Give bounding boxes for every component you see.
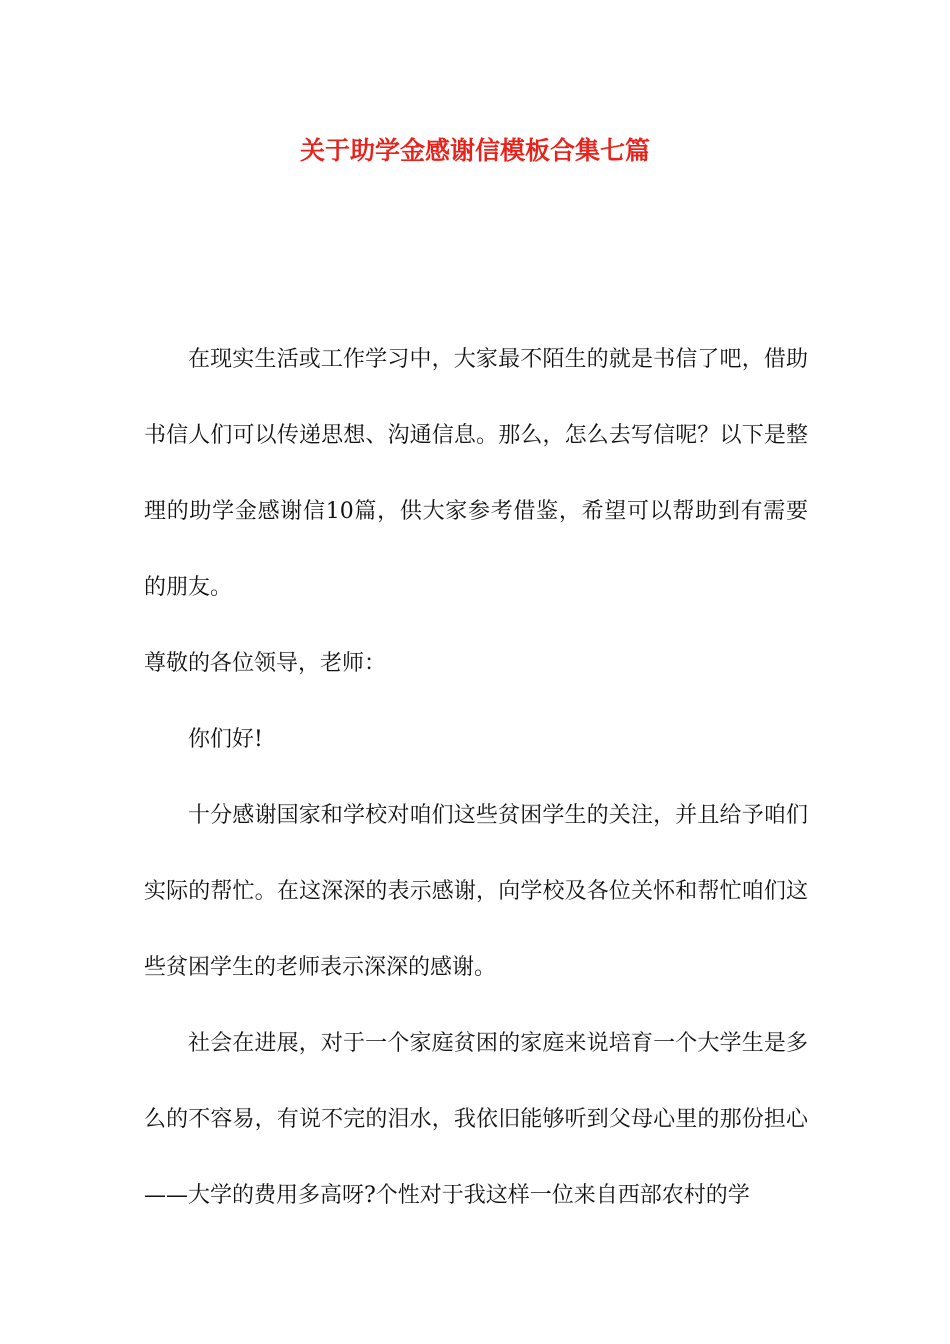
document-body bbox=[144, 322, 808, 1234]
body-paragraph-2: 社会在进展，对于一个家庭贫困的家庭来说培育一个大学生是多么的不容易，有说不完的泪水，我依旧能够听到父母心里的那份担心——大学的费用多高呀?个性对于我这样一位来自西部农村的学 bbox=[144, 1031, 808, 1208]
greeting: 你们好! bbox=[188, 727, 263, 752]
salutation: 尊敬的各位领导，老师： bbox=[144, 651, 387, 676]
body-paragraph-1: 十分感谢国家和学校对咱们这些贫困学生的关注，并且给予咱们实际的帮忙。在这深深的表示感谢，向学校及各位关怀和帮忙咱们这些贫困学生的老师表示深深的感谢。 bbox=[144, 803, 808, 980]
document-title: 关于助学金感谢信模板合集七篇 bbox=[299, 136, 650, 165]
intro-paragraph: 在现实生活或工作学习中，大家最不陌生的就是书信了吧，借助书信人们可以传递思想、沟通信息。那么，怎么去写信呢？以下是整理的助学金感谢信10篇，供大家参考借鉴，希望可以帮助到有需要的朋友。 bbox=[144, 347, 808, 600]
